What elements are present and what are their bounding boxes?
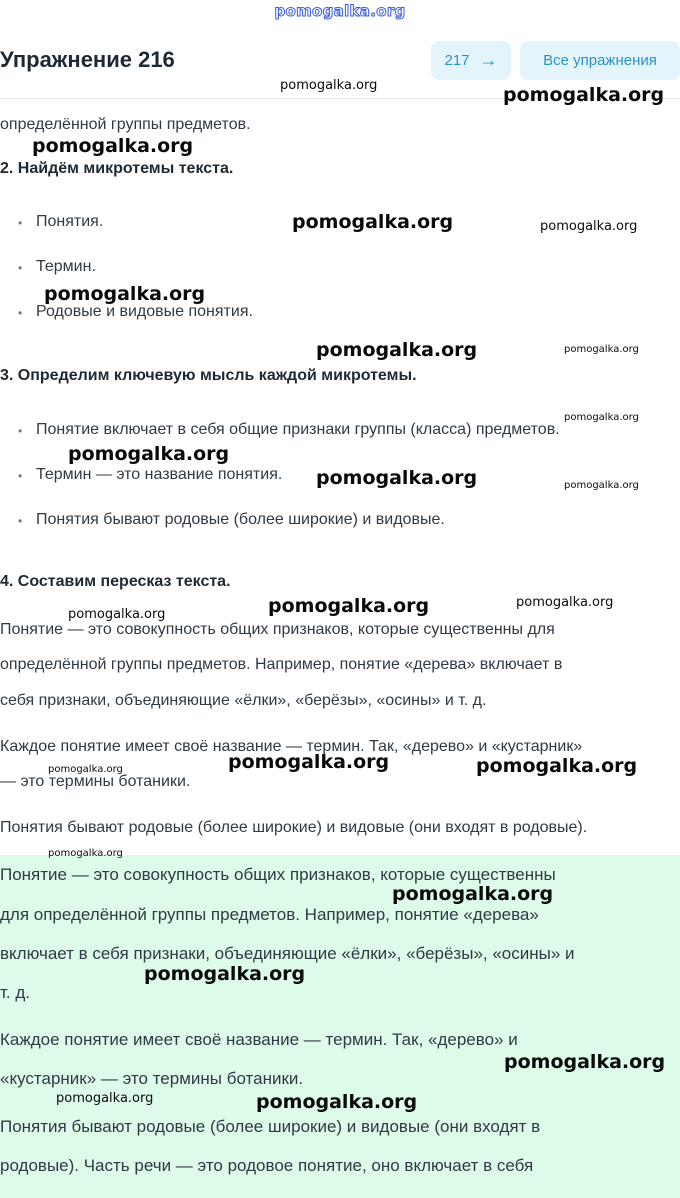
bullet-icon: •	[18, 306, 23, 320]
list-item: Термин — это название понятия.	[36, 466, 283, 483]
watermark: pomogalka.org	[68, 607, 166, 622]
cut-text-line: определённой группы предметов.	[0, 116, 251, 133]
next-exercise-label: 217	[444, 52, 470, 69]
watermark: pomogalka.org	[564, 480, 639, 491]
watermark: pomogalka.org	[292, 211, 454, 233]
watermark: pomogalka.org	[504, 1051, 666, 1073]
answer-line: родовые). Часть речи — это родовое понятие, оно включает в себя	[0, 1156, 534, 1175]
retell-line: Понятия бывают родовые (более широкие) и видовые (они входят в родовые).	[0, 819, 588, 836]
bullet-icon: •	[18, 424, 23, 438]
watermark: pomogalka.org	[256, 1091, 418, 1113]
watermark: pomogalka.org	[516, 595, 614, 610]
list-item: Понятие включает в себя общие признаки группы (класса) предметов.	[36, 421, 560, 438]
site-logo[interactable]: pomogalka.org	[274, 2, 406, 20]
all-exercises-button[interactable]	[520, 41, 680, 80]
bullet-icon: •	[18, 216, 23, 230]
step3-heading: 3. Определим ключевую мысль каждой микротемы.	[0, 367, 417, 384]
retell-line: определённой группы предметов. Например, понятие «дерева» включает в	[0, 656, 563, 673]
all-exercises-label: Все упражнения	[543, 52, 657, 69]
answer-line: включает в себя признаки, объединяющие «ёлки», «берёзы», «осины» и	[0, 944, 575, 963]
watermark: pomogalka.org	[564, 412, 639, 423]
watermark: pomogalka.org	[32, 135, 194, 157]
list-item: Термин.	[36, 258, 96, 275]
watermark: pomogalka.org	[48, 848, 123, 859]
list-item: Понятия бывают родовые (более широкие) и видовые.	[36, 511, 445, 528]
watermark: pomogalka.org	[268, 595, 430, 617]
watermark: pomogalka.org	[392, 883, 554, 905]
watermark: pomogalka.org	[476, 755, 638, 777]
watermark: pomogalka.org	[280, 78, 378, 93]
watermark: pomogalka.org	[144, 963, 306, 985]
retell-line: Понятие — это совокупность общих признаков, которые существенны для	[0, 621, 555, 638]
answer-line: Понятие — это совокупность общих признаков, которые существенны	[0, 865, 556, 884]
watermark: pomogalka.org	[228, 751, 390, 773]
step4-heading: 4. Составим пересказ текста.	[0, 573, 231, 590]
retell-line: Каждое понятие имеет своё название — термин. Так, «дерево» и «кустарник»	[0, 738, 583, 755]
answer-line: для определённой группы предметов. Например, понятие «дерева»	[0, 905, 539, 924]
watermark: pomogalka.org	[540, 219, 638, 234]
next-exercise-button[interactable]	[431, 41, 511, 80]
answer-line: Понятия бывают родовые (более широкие) и видовые (они входят в	[0, 1117, 541, 1136]
watermark: pomogalka.org	[503, 84, 665, 106]
watermark: pomogalka.org	[48, 764, 123, 775]
arrow-right-icon: →	[479, 50, 498, 70]
step2-heading: 2. Найдём микротемы текста.	[0, 160, 234, 177]
bullet-icon: •	[18, 469, 23, 483]
watermark: pomogalka.org	[44, 283, 206, 305]
answer-line: Каждое понятие имеет своё название — термин. Так, «дерево» и	[0, 1030, 518, 1049]
answer-line: т. д.	[0, 983, 30, 1002]
watermark: pomogalka.org	[564, 344, 639, 355]
watermark: pomogalka.org	[68, 443, 230, 465]
watermark: pomogalka.org	[316, 467, 478, 489]
bullet-icon: •	[18, 261, 23, 275]
list-item: Родовые и видовые понятия.	[36, 303, 253, 320]
list-item: Понятия.	[36, 213, 104, 230]
page-title: Упражнение 216	[0, 47, 175, 72]
retell-line: — это термины ботаники.	[0, 773, 191, 790]
watermark: pomogalka.org	[316, 339, 478, 361]
answer-line: «кустарник» — это термины ботаники.	[0, 1069, 304, 1088]
watermark: pomogalka.org	[56, 1091, 154, 1106]
bullet-icon: •	[18, 514, 23, 528]
retell-line: себя признаки, объединяющие «ёлки», «берёзы», «осины» и т. д.	[0, 692, 487, 709]
